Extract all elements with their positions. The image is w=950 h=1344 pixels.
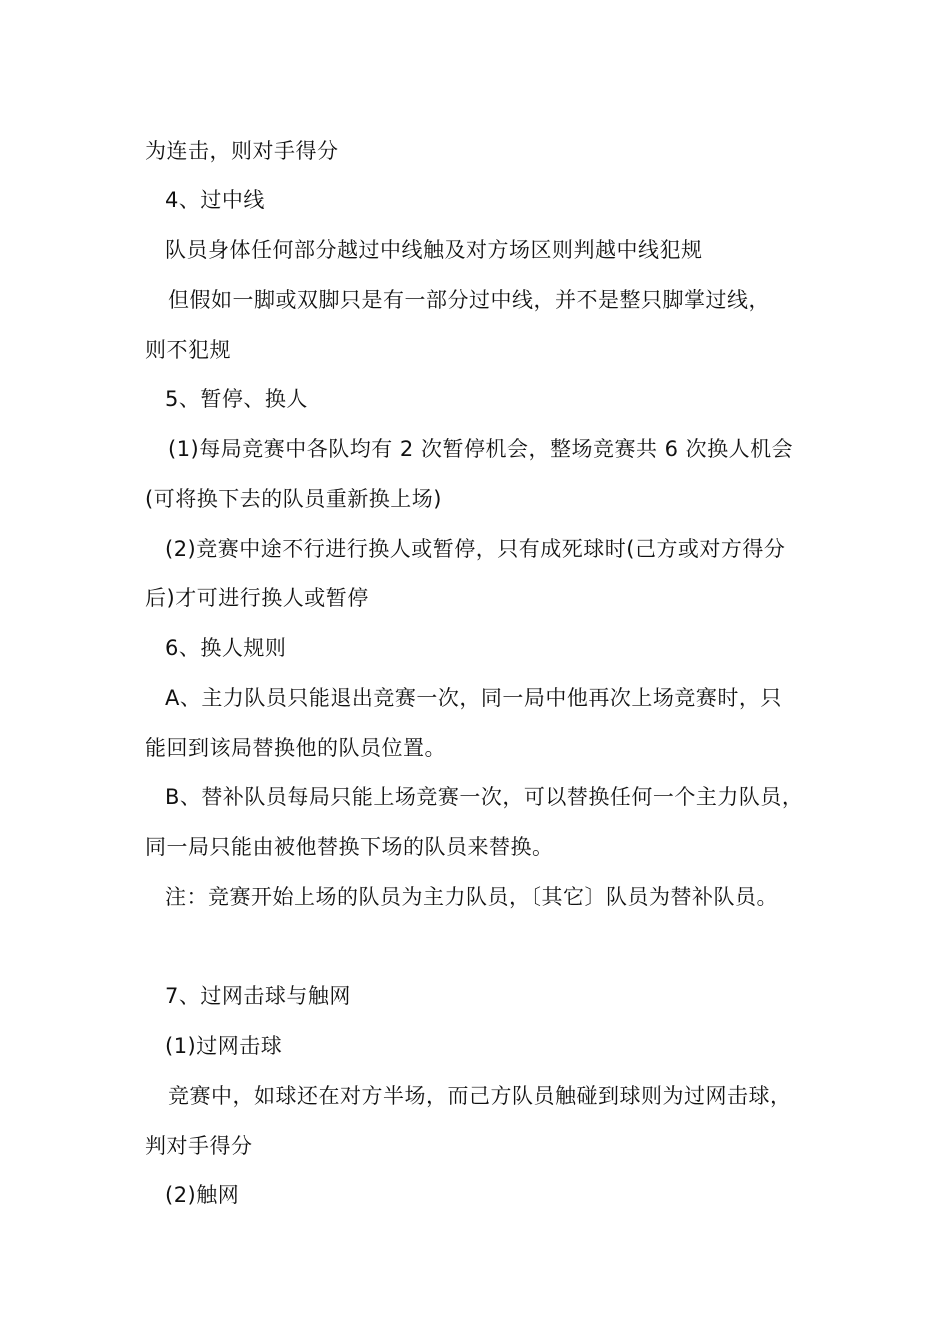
text-line: 但假如一脚或双脚只是有一部分过中线，并不是整只脚掌过线，: [168, 288, 770, 312]
section-heading: 6、换人规则: [165, 636, 287, 660]
text-line: 则不犯规: [145, 338, 231, 362]
section-heading: 7、过网击球与触网: [165, 984, 351, 1008]
text-line: 同一局只能由被他替换下场的队员来替换。: [145, 835, 554, 859]
subsection-heading: (1)过网击球: [165, 1034, 283, 1058]
section-heading: 5、暂停、换人: [165, 387, 308, 411]
note-line: 注：竞赛开始上场的队员为主力队员，〔其它〕队员为替补队员。: [165, 885, 778, 909]
text-line: (可将换下去的队员重新换上场): [145, 487, 442, 511]
text-line: (1)每局竞赛中各队均有 2 次暂停机会，整场竞赛共 6 次换人机会: [168, 437, 794, 461]
text-line: A、主力队员只能退出竞赛一次，同一局中他再次上场竞赛时，只: [165, 686, 782, 710]
text-line: 判对手得分: [145, 1134, 253, 1158]
text-line: (2)竞赛中途不行进行换人或暂停，只有成死球时(己方或对方得分: [165, 537, 786, 561]
text-line: 能回到该局替换他的队员位置。: [145, 736, 446, 760]
section-heading: 4、过中线: [165, 188, 265, 212]
text-line: 竞赛中，如球还在对方半场，而己方队员触碰到球则为过网击球，: [168, 1084, 792, 1108]
subsection-heading: (2)触网: [165, 1183, 240, 1207]
text-line: 后)才可进行换人或暂停: [145, 586, 369, 610]
text-line: B、替补队员每局只能上场竞赛一次，可以替换任何一个主力队员，: [165, 785, 804, 809]
text-line: 队员身体任何部分越过中线触及对方场区则判越中线犯规: [165, 238, 703, 262]
text-line: 为连击，则对手得分: [145, 139, 339, 163]
